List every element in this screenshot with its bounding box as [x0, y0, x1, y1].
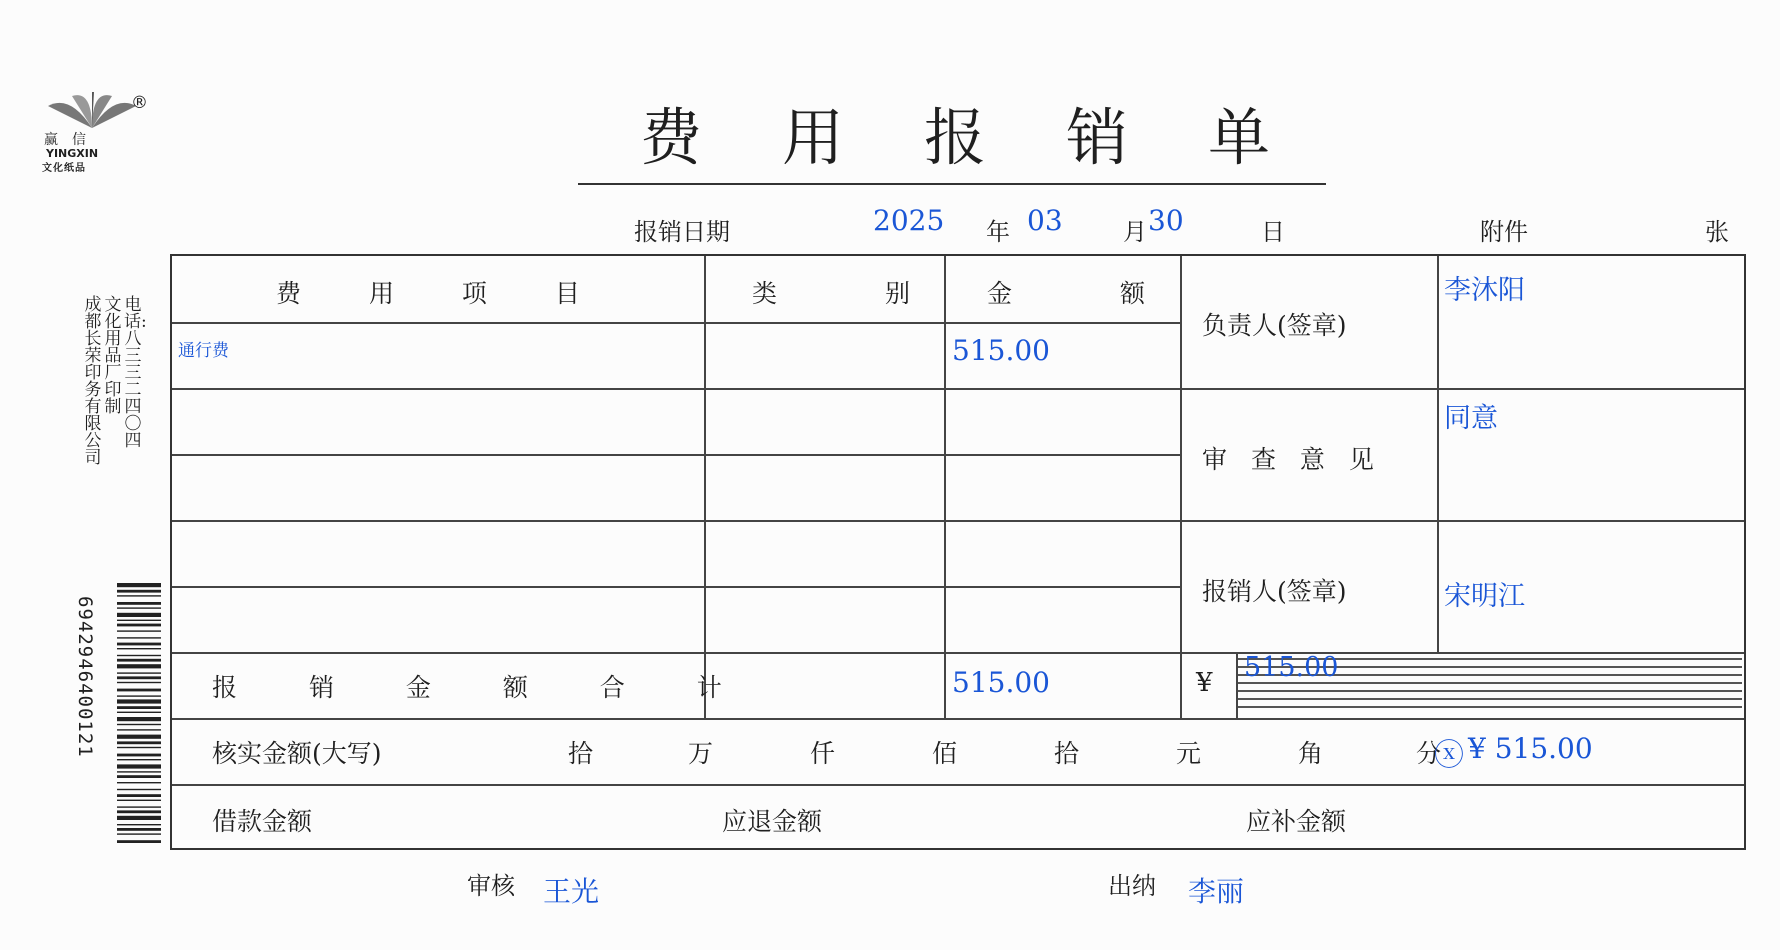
year-value: 2025: [873, 204, 945, 237]
unit-shi-1: 拾: [568, 739, 594, 768]
claimant-value: 宋明江: [1444, 581, 1525, 612]
month-label: 月: [1123, 218, 1147, 246]
col-header-category: 类 别: [752, 279, 960, 308]
logo-name-en: YINGXIN: [46, 147, 99, 160]
unit-wan: 万: [688, 739, 714, 768]
unit-bai: 佰: [932, 739, 958, 768]
refund-label: 应退金额: [722, 807, 823, 836]
unit-jiao: 角: [1298, 739, 1324, 768]
review-label: 审 查 意 见: [1202, 445, 1382, 474]
unit-qian: 仟: [810, 739, 836, 768]
date-label: 报销日期: [634, 218, 730, 246]
claimant-label: 报销人(签章): [1202, 577, 1347, 606]
brand-logo-icon: [42, 92, 142, 130]
registered-mark: ®: [131, 93, 148, 113]
auditor-label: 审核: [467, 872, 515, 900]
printer-info: [84, 297, 150, 527]
printer-info-col2: 文化用品厂印制: [104, 295, 122, 417]
cashier-label: 出纳: [1108, 872, 1156, 900]
sheets-label: 张: [1705, 218, 1729, 246]
printer-info-col1: 成都长荣印务有限公司: [84, 295, 102, 468]
loan-label: 借款金额: [212, 807, 313, 836]
row1-item: 通行费: [178, 341, 229, 361]
auditor-value: 王光: [543, 875, 600, 908]
unit-yuan: 元: [1176, 739, 1202, 768]
supplement-label: 应补金额: [1246, 807, 1347, 836]
review-value: 同意: [1444, 403, 1498, 434]
yen-amount: 515.00: [1244, 652, 1339, 683]
printer-info-col3: 电话:八三三二四〇四: [124, 295, 147, 451]
row1-amount: 515.00: [952, 334, 1050, 367]
year-label: 年: [986, 218, 1010, 246]
day-value: 30: [1148, 204, 1184, 237]
col-header-item: 费 用 项 目: [276, 279, 610, 308]
responsible-label: 负责人(签章): [1202, 311, 1347, 340]
verified-amount: ¥ 515.00: [1468, 732, 1593, 765]
expense-table: [170, 254, 1746, 850]
attachments-label: 附件: [1480, 218, 1528, 246]
col-header-amount: 金 额: [987, 279, 1195, 308]
verified-label: 核实金额(大写): [212, 739, 382, 768]
cashier-value: 李丽: [1188, 875, 1245, 908]
barcode-number: 6942946400121: [74, 596, 96, 758]
logo-name-cn: 赢信: [44, 132, 100, 148]
month-value: 03: [1027, 204, 1063, 237]
unit-shi-2: 拾: [1054, 739, 1080, 768]
day-label: 日: [1261, 218, 1285, 246]
yen-symbol: ¥: [1196, 668, 1213, 698]
form-title: 费用报销单: [640, 101, 1351, 174]
title-underline: [578, 183, 1326, 185]
total-label: 报 销 金 额 合 计: [212, 673, 754, 702]
total-amount: 515.00: [952, 666, 1050, 699]
responsible-value: 李沐阳: [1444, 275, 1525, 306]
verified-marker: ⓧ: [1434, 738, 1464, 773]
unit-fen: 分: [1416, 739, 1442, 768]
logo-subtitle: 文化纸品: [42, 163, 86, 174]
